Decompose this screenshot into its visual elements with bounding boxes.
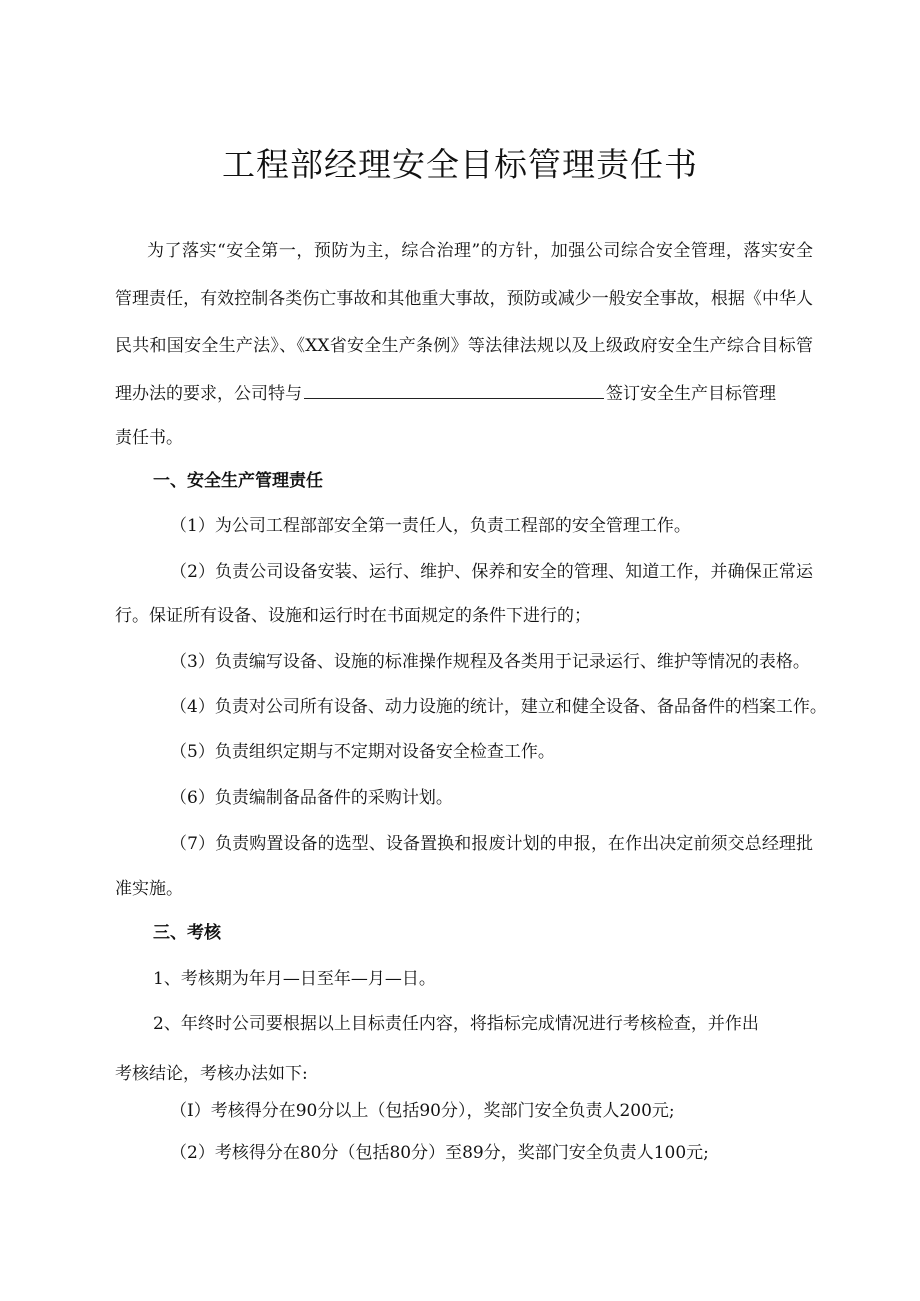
reward-rule-1: （I）考核得分在90分以上（包括90分），奖部门安全负责人200元; [170, 1101, 675, 1121]
responsibility-item-2-line-2: 行。保证所有设备、设施和运行时在书面规定的条件下进行的； [115, 606, 591, 626]
assessment-paragraph-line-2: 考核结论，考核办法如下: [115, 1064, 308, 1084]
intro-line-4 [115, 380, 776, 405]
reward-rule-2: （2）考核得分在80分（包括80分）至89分，奖部门安全负责人100元; [170, 1143, 709, 1163]
responsibility-item-1: （1）为公司工程部部安全第一责任人，负责工程部的安全管理工作。 [170, 516, 691, 536]
section-3-heading: 三、考核 [153, 923, 221, 943]
responsibility-item-3: （3）负责编写设备、设施的标准操作规程及各类用于记录运行、维护等情况的表格。 [170, 652, 810, 672]
intro-line-5: 责任书。 [115, 428, 183, 448]
responsibility-item-7-line-2: 准实施。 [115, 879, 183, 899]
responsibility-item-4: （4）负责对公司所有设备、动力设施的统计，建立和健全设备、备品备件的档案工作。 [170, 697, 827, 717]
intro-line-3: 民共和国安全生产法》、《XX省安全生产条例》等法律法规以及上级政府安全生产综合目标管 [115, 336, 813, 356]
document-title: 工程部经理安全目标管理责任书 [222, 145, 698, 184]
assessment-paragraph-line-1: 2、年终时公司要根据以上目标责任内容，将指标完成情况进行考核检查，并作出 [153, 1014, 759, 1034]
assessment-period: 1、考核期为年月—日至年—月—日。 [153, 969, 436, 989]
signatory-blank-field [304, 380, 604, 399]
responsibility-item-5: （5）负责组织定期与不定期对设备安全检查工作。 [170, 742, 555, 762]
intro-line-2: 管理责任，有效控制各类伤亡事故和其他重大事故，预防或减少一般安全事故，根据《中华人 [115, 289, 813, 309]
intro-line-4-after: 签订安全生产目标管理 [606, 384, 776, 404]
responsibility-item-7-line-1: （7）负责购置设备的选型、设备置换和报废计划的申报，在作出决定前须交总经理批 [170, 834, 813, 854]
intro-line-1: 为了落实“安全第一，预防为主，综合治理”的方针，加强公司综合安全管理，落实安全 [147, 241, 813, 261]
intro-line-4-before: 理办法的要求，公司特与 [115, 384, 302, 404]
responsibility-item-6: （6）负责编制备品备件的采购计划。 [170, 788, 453, 808]
responsibility-item-2-line-1: （2）负责公司设备安装、运行、维护、保养和安全的管理、知道工作，并确保正常运 [170, 562, 813, 582]
section-1-heading: 一、安全生产管理责任 [153, 471, 323, 491]
